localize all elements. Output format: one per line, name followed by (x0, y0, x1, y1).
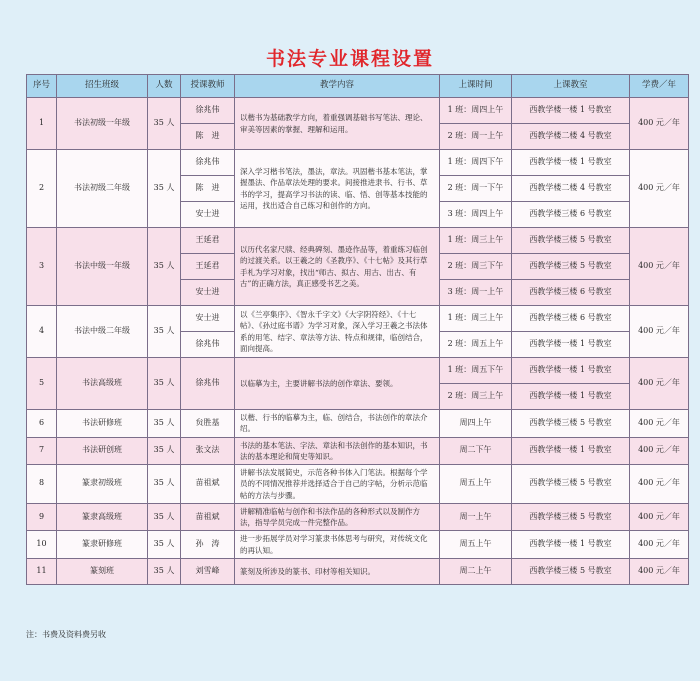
table-row (27, 437, 689, 465)
course-class: 书法高级班 (57, 358, 148, 410)
table-row (27, 410, 689, 438)
course-teacher: 徐兆伟 (181, 332, 235, 358)
course-no: 6 (27, 410, 57, 438)
table-row (27, 98, 689, 124)
course-fee: 400 元／年 (630, 358, 689, 410)
course-class: 书法研创班 (57, 437, 148, 465)
course-teacher: 徐兆伟 (181, 358, 235, 410)
session-time: 周一上午 (440, 503, 512, 531)
course-content: 进一步拓展学员对学习篆隶书体思考与研究，对传统文化的再认知。 (235, 531, 440, 559)
table-row (27, 558, 689, 584)
col-header-no: 序号 (27, 75, 57, 98)
course-class: 书法中级二年级 (57, 306, 148, 358)
course-class: 书法初级一年级 (57, 98, 148, 150)
course-teacher: 张文法 (181, 437, 235, 465)
course-fee: 400 元／年 (630, 558, 689, 584)
course-count: 35 人 (148, 465, 181, 504)
session-room: 西教学楼三楼 6 号教室 (512, 280, 630, 306)
session-room: 西教学楼一楼 1 号教室 (512, 437, 630, 465)
table-row (27, 358, 689, 384)
course-no: 2 (27, 150, 57, 228)
course-count: 35 人 (148, 306, 181, 358)
course-content: 以楷、行书的临摹为主，临、创结合，书法创作的章法介绍。 (235, 410, 440, 438)
course-content: 篆刻及所涉及的篆书、印材等相关知识。 (235, 558, 440, 584)
course-count: 35 人 (148, 358, 181, 410)
course-fee: 400 元／年 (630, 531, 689, 559)
course-teacher: 孙 涛 (181, 531, 235, 559)
session-room: 西教学楼一楼 1 号教室 (512, 332, 630, 358)
table-row (27, 306, 689, 332)
session-room: 西教学楼三楼 5 号教室 (512, 228, 630, 254)
course-no: 8 (27, 465, 57, 504)
session-time: 1 班：周五下午 (440, 358, 512, 384)
col-header-teacher: 授课教师 (181, 75, 235, 98)
course-count: 35 人 (148, 98, 181, 150)
session-room: 西教学楼一楼 1 号教室 (512, 150, 630, 176)
course-count: 35 人 (148, 228, 181, 306)
session-time: 1 班：周三上午 (440, 306, 512, 332)
col-header-room: 上课教室 (512, 75, 630, 98)
course-fee: 400 元／年 (630, 306, 689, 358)
course-content: 以临摹为主，主要讲解书法的创作章法、要领。 (235, 358, 440, 410)
course-count: 35 人 (148, 437, 181, 465)
session-room: 西教学楼一楼 1 号教室 (512, 98, 630, 124)
course-teacher: 徐兆伟 (181, 150, 235, 176)
table-row (27, 228, 689, 254)
col-header-fee: 学费／年 (630, 75, 689, 98)
session-room: 西教学楼二楼 4 号教室 (512, 176, 630, 202)
session-time: 2 班：周五上午 (440, 332, 512, 358)
course-teacher: 陈 进 (181, 176, 235, 202)
page-title: 书法专业课程设置 (265, 48, 434, 70)
course-no: 10 (27, 531, 57, 559)
session-time: 周二上午 (440, 558, 512, 584)
course-class: 篆隶初级班 (57, 465, 148, 504)
course-no: 5 (27, 358, 57, 410)
header-row (27, 75, 689, 98)
session-room: 西教学楼三楼 5 号教室 (512, 503, 630, 531)
session-room: 西教学楼三楼 6 号教室 (512, 306, 630, 332)
col-header-time: 上课时间 (440, 75, 512, 98)
session-room: 西教学楼三楼 5 号教室 (512, 465, 630, 504)
table-row (27, 150, 689, 176)
course-teacher: 徐兆伟 (181, 98, 235, 124)
course-teacher: 安士进 (181, 280, 235, 306)
session-room: 西教学楼三楼 5 号教室 (512, 410, 630, 438)
session-time: 2 班：周一下午 (440, 176, 512, 202)
course-teacher: 苗祖斌 (181, 503, 235, 531)
course-class: 篆隶高级班 (57, 503, 148, 531)
course-no: 7 (27, 437, 57, 465)
table-row (27, 465, 689, 504)
course-teacher: 贠胜基 (181, 410, 235, 438)
course-teacher: 安士进 (181, 202, 235, 228)
course-count: 35 人 (148, 150, 181, 228)
col-header-content: 教学内容 (235, 75, 440, 98)
col-header-count: 人数 (148, 75, 181, 98)
session-time: 周四上午 (440, 410, 512, 438)
course-count: 35 人 (148, 410, 181, 438)
table-row (27, 531, 689, 559)
course-no: 4 (27, 306, 57, 358)
course-no: 3 (27, 228, 57, 306)
course-content: 以《兰亭集序》、《智永千字文》《大字阴符经》、《十七帖》、《孙过庭书谱》为学习对象，深入学习王羲之书法体系的用笔、结字、章法等方法、特点和规律，临创结合，面向提高。 (235, 306, 440, 358)
session-room: 西教学楼一楼 1 号教室 (512, 358, 630, 384)
course-table-body (27, 98, 689, 585)
course-teacher: 陈 进 (181, 124, 235, 150)
session-time: 1 班：周四上午 (440, 98, 512, 124)
session-time: 3 班：周四上午 (440, 202, 512, 228)
course-no: 9 (27, 503, 57, 531)
course-content: 讲解精准临帖与创作和书法作品的各种形式以及制作方法，指导学员完成一件完整作品。 (235, 503, 440, 531)
course-fee: 400 元／年 (630, 410, 689, 438)
session-room: 西教学楼三楼 6 号教室 (512, 202, 630, 228)
course-class: 书法初级二年级 (57, 150, 148, 228)
course-class: 书法中级一年级 (57, 228, 148, 306)
course-content: 书法的基本笔法、字法、章法和书法创作的基本知识，书法的基本理论和简史等知识。 (235, 437, 440, 465)
course-fee: 400 元／年 (630, 437, 689, 465)
session-time: 1 班：周三上午 (440, 228, 512, 254)
course-content: 深入学习楷书笔法，墨法，章法。巩固楷书基本笔法，掌握墨法、作品章法处理的要求。间接推进隶书、行书、草书的学习，提高学习书法的读、临、悟、创等基本技能的运用，找出适合自己练习和创作的方向。 (235, 150, 440, 228)
session-time: 周五上午 (440, 465, 512, 504)
course-teacher: 刘雪峰 (181, 558, 235, 584)
course-fee: 400 元／年 (630, 503, 689, 531)
course-fee: 400 元／年 (630, 98, 689, 150)
session-time: 2 班：周三上午 (440, 384, 512, 410)
course-fee: 400 元／年 (630, 465, 689, 504)
session-time: 周二下午 (440, 437, 512, 465)
course-class: 书法研修班 (57, 410, 148, 438)
session-time: 2 班：周一上午 (440, 124, 512, 150)
course-class: 篆隶研修班 (57, 531, 148, 559)
course-content: 以历代名家尺牍、经典碑刻、墨迹作品等，着重练习临创的过渡关系。以王羲之的《圣教序》、《十七帖》及其行草手札为学习对象，找出“师古、拟古、用古、出古、有古”的正确方法，真正感受书艺之美。 (235, 228, 440, 306)
course-teacher: 安士进 (181, 306, 235, 332)
course-teacher: 王延君 (181, 228, 235, 254)
session-time: 1 班：周四下午 (440, 150, 512, 176)
session-time: 3 班：周一上午 (440, 280, 512, 306)
course-count: 35 人 (148, 503, 181, 531)
course-no: 1 (27, 98, 57, 150)
course-no: 11 (27, 558, 57, 584)
session-room: 西教学楼一楼 1 号教室 (512, 384, 630, 410)
course-fee: 400 元／年 (630, 228, 689, 306)
col-header-class: 招生班级 (57, 75, 148, 98)
footnote: 注：书费及资料费另收 (26, 630, 106, 639)
course-teacher: 苗祖斌 (181, 465, 235, 504)
course-content: 以楷书为基础教学方向，着重强调基础书写笔法、理论、审美等因素的掌握、理解和运用。 (235, 98, 440, 150)
course-teacher: 王延君 (181, 254, 235, 280)
session-time: 2 班：周三下午 (440, 254, 512, 280)
session-room: 西教学楼三楼 5 号教室 (512, 558, 630, 584)
course-table (26, 74, 689, 585)
session-room: 西教学楼二楼 4 号教室 (512, 124, 630, 150)
course-content: 讲解书法发展简史，示范各种书体入门笔法。根据每个学员的不同情况推荐并选择适合于自己的字帖，分析示范临帖的方法与步骤。 (235, 465, 440, 504)
session-room: 西教学楼一楼 1 号教室 (512, 531, 630, 559)
course-class: 篆刻班 (57, 558, 148, 584)
course-fee: 400 元／年 (630, 150, 689, 228)
session-time: 周五上午 (440, 531, 512, 559)
course-count: 35 人 (148, 531, 181, 559)
table-row (27, 503, 689, 531)
session-room: 西教学楼三楼 5 号教室 (512, 254, 630, 280)
course-count: 35 人 (148, 558, 181, 584)
